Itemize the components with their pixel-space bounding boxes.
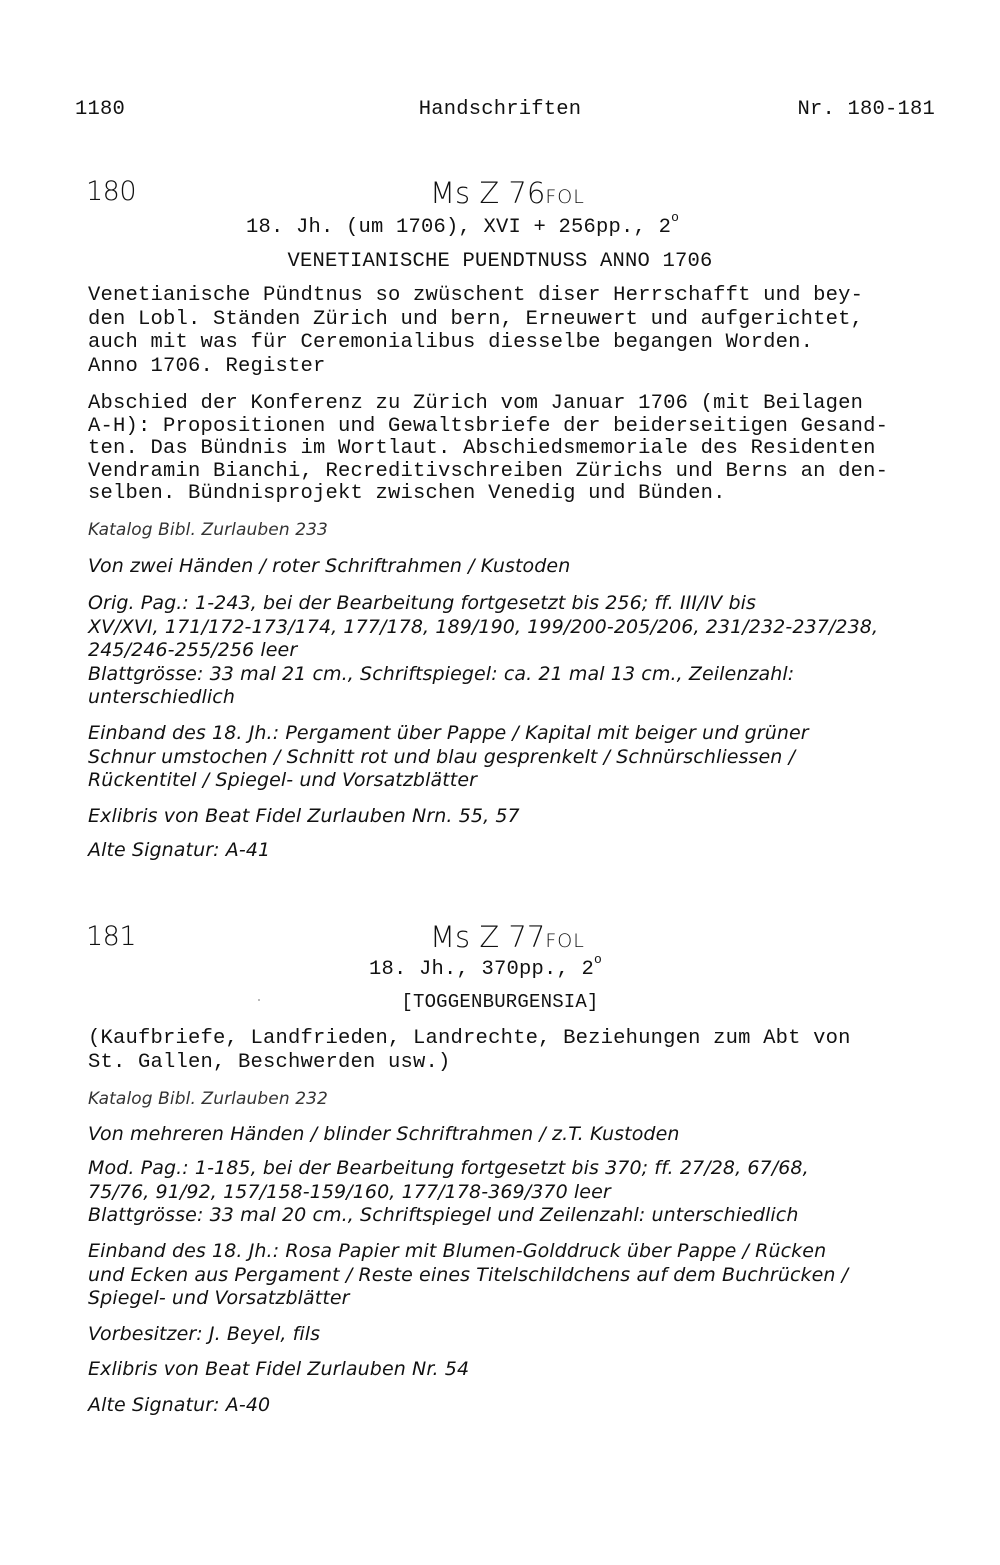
- description-line: Abschied der Konferenz zu Zürich vom Januar 1706 (mit Beilagen: [88, 392, 864, 415]
- pagination-line: Blattgrösse: 33 mal 21 cm., Schriftspiegel: ca. 21 mal 13 cm., Zeilenzahl:: [88, 662, 795, 685]
- description-line: ten. Das Bündnis im Wortlaut. Abschiedsmemoriale des Residenten: [88, 437, 876, 460]
- pagination-line: XV/XVI, 171/172-173/174, 177/178, 189/190, 199/200-205/206, 231/232-237/238,: [88, 615, 879, 638]
- pagination-block: [88, 592, 948, 710]
- shelfmark-main: Ms Z 76: [430, 176, 546, 210]
- pagination-line: 75/76, 91/92, 157/158-159/160, 177/178-369/370 leer: [88, 1180, 611, 1203]
- pagination-line: 245/246-255/256 leer: [88, 639, 298, 661]
- format-superscript: o: [671, 210, 680, 225]
- pagination-line: Mod. Pag.: 1-185, bei der Bearbeitung fortgesetzt bis 370; ff. 27/28, 67/68,: [88, 1157, 809, 1179]
- date-extent-line: [246, 210, 680, 239]
- old-signature-text: Alte Signatur: A-41: [88, 839, 271, 861]
- entry-title: VENETIANISCHE PUENDTNUSS ANNO 1706: [287, 250, 713, 273]
- description-block: [88, 393, 948, 506]
- katalog-reference: [88, 519, 948, 543]
- shelfmark: [430, 176, 585, 210]
- description-line: Vendramin Bianchi, Recreditivschreiben Zürichs und Berns an den-: [88, 459, 889, 483]
- hands-text: Von zwei Händen / roter Schriftrahmen / Kustoden: [88, 555, 571, 577]
- exlibris-text: Exlibris von Beat Fidel Zurlauben Nr. 54: [88, 1358, 470, 1380]
- binding-block: [88, 722, 948, 793]
- pagination-line: Blattgrösse: 33 mal 20 cm., Schriftspiegel und Zeilenzahl: unterschiedlich: [88, 1204, 799, 1226]
- binding-line: und Ecken aus Pergament / Reste eines Titelschildchens auf dem Buchrücken /: [88, 1263, 849, 1286]
- hands-note: [88, 555, 948, 579]
- pagination-block: [88, 1157, 948, 1228]
- pagination-line: unterschiedlich: [88, 686, 235, 708]
- exlibris-note: [88, 1358, 948, 1382]
- old-signature-text: Alte Signatur: A-40: [88, 1394, 271, 1416]
- previous-owner-text: Vorbesitzer: J. Beyel, fils: [88, 1323, 321, 1345]
- entry-title: [TOGGENBURGENSIA]: [401, 991, 599, 1013]
- original-title-line: Venetianische Pündtnus so zwüschent diser Herrschafft und bey-: [88, 284, 864, 307]
- hands-note: [88, 1123, 948, 1147]
- entry-number: 181: [86, 921, 137, 952]
- hands-text: Von mehreren Händen / blinder Schriftrahmen / z.T. Kustoden: [88, 1123, 680, 1145]
- old-signature: [88, 839, 948, 863]
- description-block: [88, 1027, 948, 1074]
- original-title-line: Anno 1706. Register: [88, 354, 326, 378]
- pagination-line: Orig. Pag.: 1-243, bei der Bearbeitung fortgesetzt bis 256; ff. III/IV bis: [88, 592, 757, 614]
- previous-owner: [88, 1323, 948, 1347]
- binding-line: Rückentitel / Spiegel- und Vorsatzblätter: [88, 769, 478, 791]
- format-superscript: o: [594, 952, 603, 967]
- date-extent-text: 18. Jh. (um 1706), XVI + 256pp., 2: [246, 216, 672, 239]
- description-line: selben. Bündnisprojekt zwischen Venedig und Bünden.: [88, 482, 726, 505]
- binding-line: Einband des 18. Jh.: Pergament über Pappe / Kapital mit beiger und grüner: [88, 722, 809, 744]
- binding-line: Schnur umstochen / Schnitt rot und blau gesprenkelt / Schnürschliessen /: [88, 745, 796, 768]
- date-extent-line: [369, 952, 603, 981]
- original-title-line: den Lobl. Ständen Zürich und bern, Erneuwert und aufgerichtet,: [88, 307, 864, 331]
- section-title: Handschriften: [418, 98, 582, 121]
- katalog-reference: [88, 1088, 948, 1112]
- binding-line: Spiegel- und Vorsatzblätter: [88, 1287, 350, 1309]
- exlibris-note: [88, 805, 948, 829]
- description-line: A-H): Propositionen und Gewaltsbriefe der beiderseitigen Gesand-: [88, 414, 889, 438]
- original-title-block: [88, 284, 948, 378]
- old-signature: [88, 1394, 948, 1418]
- original-title-line: auch mit was für Ceremonialibus diesselbe begangen Worden.: [88, 331, 814, 354]
- shelfmark: [430, 920, 585, 954]
- exlibris-text: Exlibris von Beat Fidel Zurlauben Nrn. 55, 57: [88, 805, 520, 827]
- shelfmark-main: Ms Z 77: [430, 920, 546, 954]
- shelfmark-format: FOL: [545, 186, 585, 208]
- description-line: (Kaufbriefe, Landfrieden, Landrechte, Beziehungen zum Abt von: [88, 1027, 851, 1050]
- description-line: St. Gallen, Beschwerden usw.): [88, 1050, 451, 1074]
- binding-line: Einband des 18. Jh.: Rosa Papier mit Blumen-Golddruck über Pappe / Rücken: [88, 1240, 827, 1262]
- katalog-text: Katalog Bibl. Zurlauben 233: [88, 520, 328, 540]
- binding-block: [88, 1240, 948, 1311]
- page-number: 1180: [75, 98, 126, 121]
- shelfmark-format: FOL: [545, 930, 585, 952]
- katalog-text: Katalog Bibl. Zurlauben 232: [88, 1089, 328, 1109]
- entry-number: 180: [86, 176, 137, 207]
- entry-range: Nr. 180-181: [797, 98, 935, 121]
- date-extent-text: 18. Jh., 370pp., 2: [369, 958, 595, 981]
